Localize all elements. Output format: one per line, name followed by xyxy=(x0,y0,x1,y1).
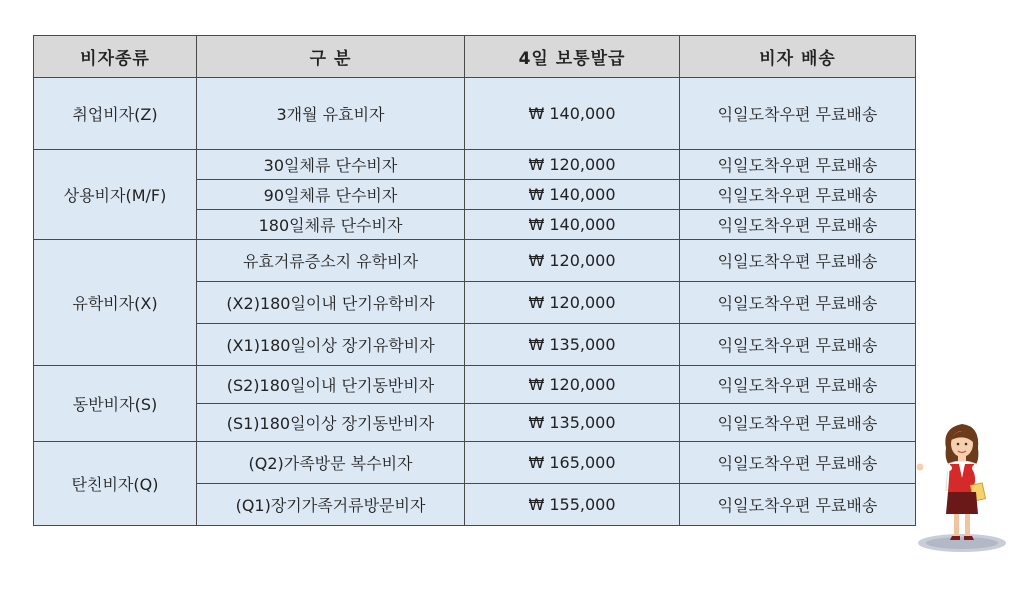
visa-price-table xyxy=(33,35,916,526)
price-cell: ₩ 140,000 xyxy=(465,180,680,210)
delivery-cell: 익일도착우편 무료배송 xyxy=(680,180,916,210)
delivery-cell: 익일도착우편 무료배송 xyxy=(680,442,916,484)
delivery-cell: 익일도착우편 무료배송 xyxy=(680,210,916,240)
price-cell: ₩ 135,000 xyxy=(465,404,680,442)
category-cell: (Q1)장기가족거류방문비자 xyxy=(197,484,465,526)
visa-type-cell: 상용비자(M/F) xyxy=(34,150,197,240)
price-cell: ₩ 140,000 xyxy=(465,78,680,150)
delivery-cell: 익일도착우편 무료배송 xyxy=(680,366,916,404)
visa-type-cell: 유학비자(X) xyxy=(34,240,197,366)
header-standard-issue: 4일 보통발급 xyxy=(465,36,680,78)
category-cell: 180일체류 단수비자 xyxy=(197,210,465,240)
price-cell: ₩ 120,000 xyxy=(465,282,680,324)
table-row xyxy=(34,240,916,282)
table-row xyxy=(34,442,916,484)
category-cell: (Q2)가족방문 복수비자 xyxy=(197,442,465,484)
delivery-cell: 익일도착우편 무료배송 xyxy=(680,240,916,282)
category-cell: (X2)180일이내 단기유학비자 xyxy=(197,282,465,324)
table-row xyxy=(34,78,916,150)
price-cell: ₩ 120,000 xyxy=(465,240,680,282)
category-cell: 90일체류 단수비자 xyxy=(197,180,465,210)
delivery-cell: 익일도착우편 무료배송 xyxy=(680,404,916,442)
category-cell: (X1)180일이상 장기유학비자 xyxy=(197,324,465,366)
header-delivery: 비자 배송 xyxy=(680,36,916,78)
delivery-cell: 익일도착우편 무료배송 xyxy=(680,324,916,366)
visa-type-cell: 동반비자(S) xyxy=(34,366,197,442)
price-cell: ₩ 165,000 xyxy=(465,442,680,484)
price-cell: ₩ 140,000 xyxy=(465,210,680,240)
price-cell: ₩ 155,000 xyxy=(465,484,680,526)
header-row xyxy=(34,36,916,78)
category-cell: 30일체류 단수비자 xyxy=(197,150,465,180)
category-cell: (S1)180일이상 장기동반비자 xyxy=(197,404,465,442)
category-cell: 유효거류증소지 유학비자 xyxy=(197,240,465,282)
delivery-cell: 익일도착우편 무료배송 xyxy=(680,78,916,150)
header-visa-type: 비자종류 xyxy=(34,36,197,78)
price-cell: ₩ 135,000 xyxy=(465,324,680,366)
visa-type-cell: 취업비자(Z) xyxy=(34,78,197,150)
table-row xyxy=(34,366,916,404)
price-cell: ₩ 120,000 xyxy=(465,366,680,404)
delivery-cell: 익일도착우편 무료배송 xyxy=(680,282,916,324)
table-row xyxy=(34,150,916,180)
category-cell: 3개월 유효비자 xyxy=(197,78,465,150)
delivery-cell: 익일도착우편 무료배송 xyxy=(680,150,916,180)
category-cell: (S2)180일이내 단기동반비자 xyxy=(197,366,465,404)
header-category: 구 분 xyxy=(197,36,465,78)
price-cell: ₩ 120,000 xyxy=(465,150,680,180)
delivery-cell: 익일도착우편 무료배송 xyxy=(680,484,916,526)
visa-type-cell: 탄친비자(Q) xyxy=(34,442,197,526)
presenter-woman-icon xyxy=(912,418,1012,558)
